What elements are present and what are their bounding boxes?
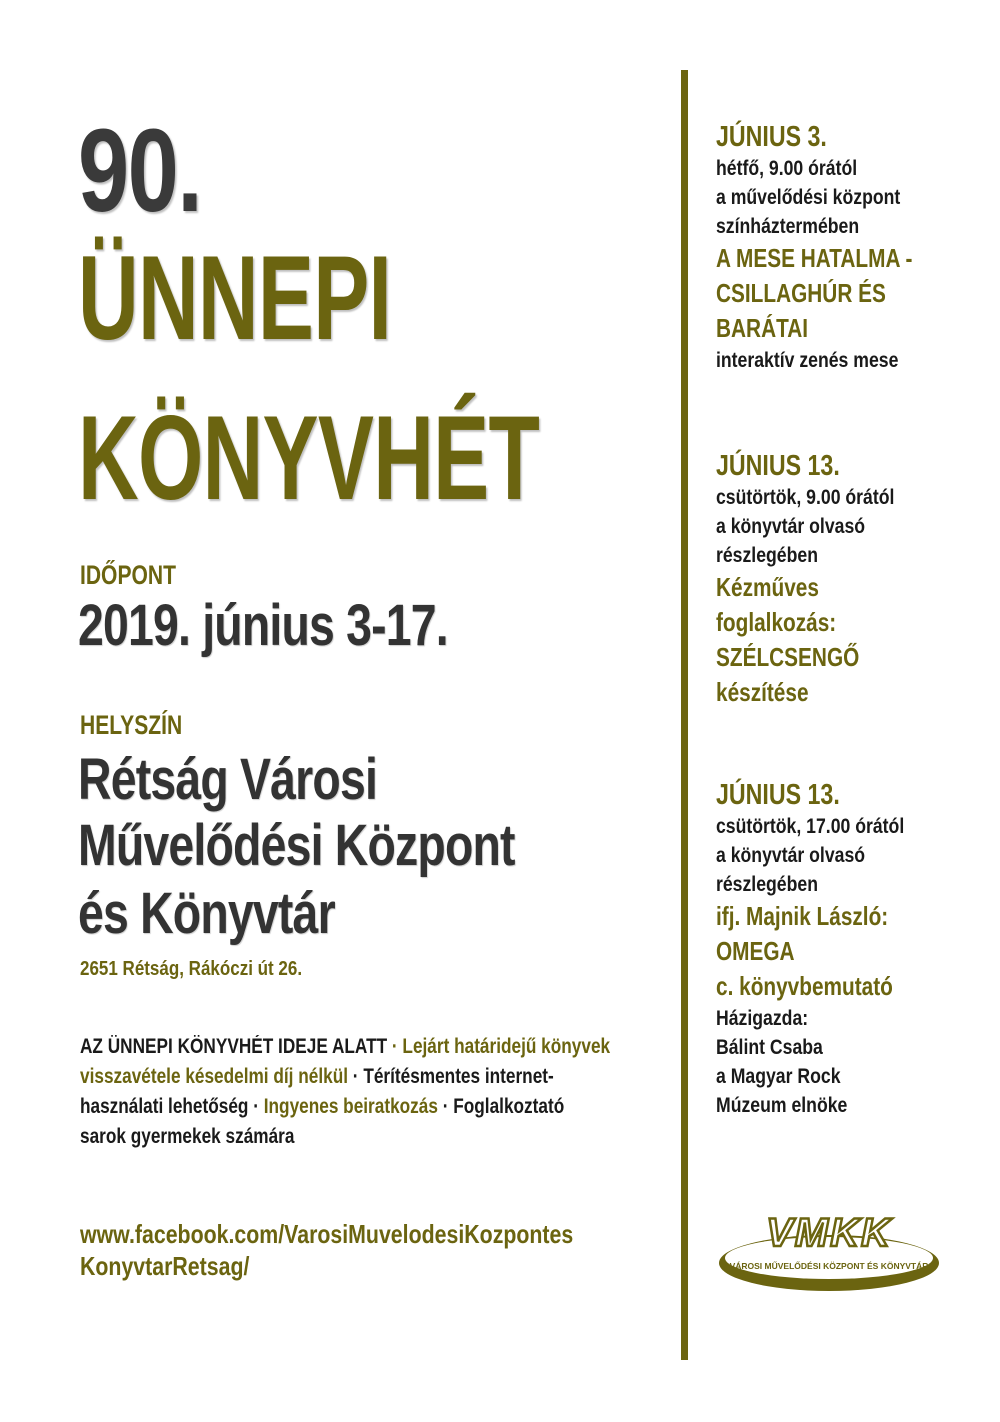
- event-title: BARÁTAI: [716, 313, 809, 343]
- event-detail: Házigazda:: [716, 1007, 809, 1030]
- title-line-1: ÜNNEPI: [78, 231, 392, 365]
- event-detail: Múzeum elnöke: [716, 1094, 848, 1117]
- venue-line-1: Rétság Városi: [78, 747, 378, 812]
- venue-line-2: Művelődési Központ: [78, 813, 515, 878]
- event-detail: csütörtök, 9.00 órától: [716, 486, 895, 509]
- logo-acronym: VMKK: [766, 1211, 892, 1255]
- event-detail: a Magyar Rock: [716, 1065, 841, 1088]
- benefit-kids-corner: Foglalkoztató: [453, 1095, 565, 1118]
- benefit-late-return-cont: visszavétele késedelmi díj nélkül: [80, 1065, 349, 1088]
- benefit-kids-corner-cont: sarok gyermekek számára: [80, 1125, 295, 1148]
- benefits-paragraph: [80, 1032, 621, 1152]
- event-detail: interaktív zenés mese: [716, 349, 899, 372]
- event-detail: csütörtök, 17.00 órától: [716, 815, 905, 838]
- benefit-free-internet-cont: használati lehetőség: [80, 1095, 249, 1118]
- edition-number: 90.: [78, 105, 202, 237]
- facebook-link-line-1[interactable]: www.facebook.com/VarosiMuvelodesiKozpontes: [80, 1219, 574, 1249]
- facebook-link-line-2[interactable]: KonyvtarRetsag/: [80, 1251, 250, 1281]
- event-june-13-afternoon: [716, 778, 940, 1120]
- facebook-link[interactable]: [80, 1218, 573, 1282]
- event-title: OMEGA: [716, 936, 795, 966]
- event-title: SZÉLCSENGŐ: [716, 642, 860, 672]
- event-detail: részlegében: [716, 544, 818, 567]
- date-value: 2019. június 3-17.: [78, 593, 448, 658]
- event-title: A MESE HATALMA -: [716, 243, 913, 273]
- benefits-separator: ·: [248, 1095, 264, 1118]
- date-label: IDŐPONT: [80, 560, 176, 590]
- event-title: ifj. Majnik László:: [716, 901, 889, 931]
- event-detail: részlegében: [716, 873, 818, 896]
- event-date: JÚNIUS 13.: [716, 450, 840, 482]
- column-divider: [681, 70, 688, 1360]
- event-title: CSILLAGHÚR ÉS: [716, 278, 886, 308]
- logo-subtitle: VÁROSI MŰVELŐDÉSI KÖZPONT ÉS KÖNYVTÁR: [729, 1261, 929, 1271]
- event-detail: színháztermében: [716, 215, 860, 238]
- event-detail: hétfő, 9.00 órától: [716, 157, 858, 180]
- event-title: c. könyvbemutató: [716, 971, 893, 1001]
- benefit-late-return: Lejárt határidejű könyvek: [402, 1035, 611, 1058]
- venue-address: 2651 Rétság, Rákóczi út 26.: [80, 958, 303, 980]
- event-detail: a művelődési központ: [716, 186, 901, 209]
- venue-label: HELYSZÍN: [80, 710, 183, 740]
- benefits-separator: ·: [348, 1065, 364, 1088]
- event-detail: a könyvtár olvasó: [716, 515, 866, 538]
- benefits-separator: ·: [387, 1035, 403, 1058]
- title-line-2: KÖNYVHÉT: [78, 391, 540, 525]
- event-detail: Bálint Csaba: [716, 1036, 823, 1059]
- benefit-free-internet: Térítésmentes internet-: [363, 1065, 554, 1088]
- event-title: készítése: [716, 677, 809, 707]
- benefit-free-registration: Ingyenes beiratkozás: [263, 1095, 438, 1118]
- benefits-intro: AZ ÜNNEPI KÖNYVHÉT IDEJE ALATT: [80, 1035, 388, 1058]
- event-june-3: [716, 120, 962, 375]
- event-june-13-morning: [716, 449, 928, 710]
- event-title: foglalkozás:: [716, 607, 837, 637]
- event-date: JÚNIUS 3.: [716, 121, 827, 153]
- event-title: Kézműves: [716, 572, 819, 602]
- event-detail: a könyvtár olvasó: [716, 844, 866, 867]
- event-date: JÚNIUS 13.: [716, 779, 840, 811]
- venue-line-3: és Könyvtár: [78, 881, 335, 946]
- benefits-separator: ·: [437, 1095, 454, 1118]
- vmkk-logo: [716, 1208, 942, 1294]
